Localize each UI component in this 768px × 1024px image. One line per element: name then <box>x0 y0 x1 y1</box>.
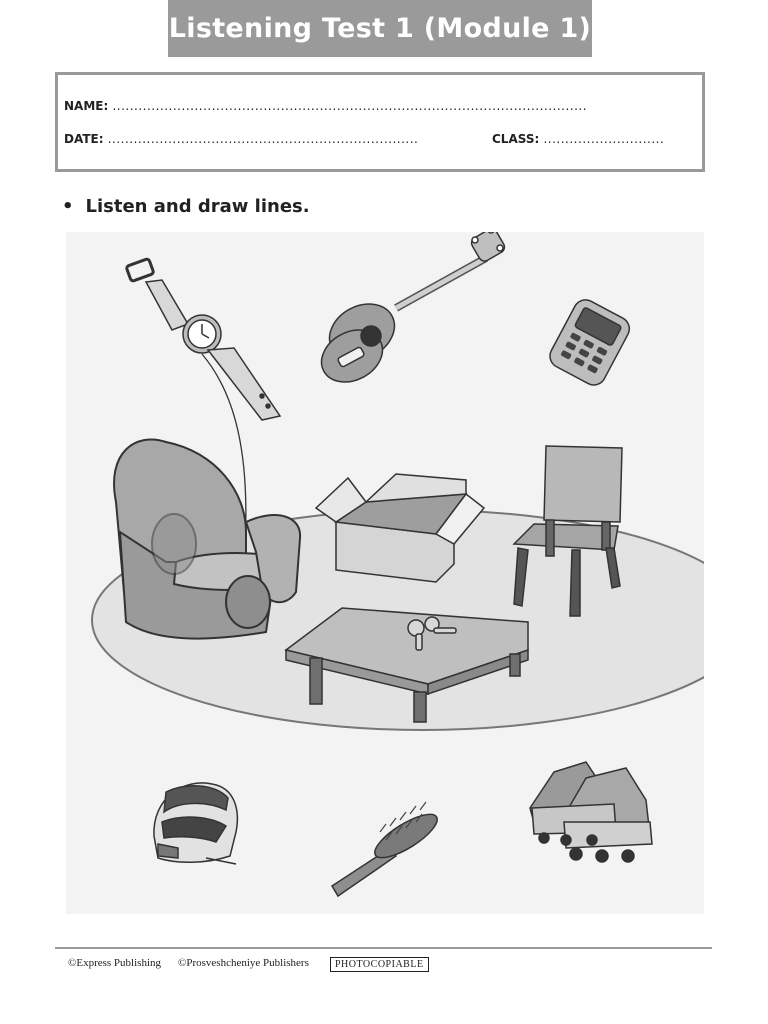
title-bar <box>168 0 592 57</box>
class-line <box>492 132 698 146</box>
student-info-box <box>55 72 705 172</box>
footer-rule <box>55 947 712 949</box>
bullet: • <box>62 196 74 217</box>
date-label: DATE: <box>64 132 104 146</box>
page-title: Listening Test 1 (Module 1) <box>168 13 592 44</box>
date-field[interactable]: ........................................................................ <box>107 132 419 146</box>
photocopiable-badge: PHOTOCOPIABLE <box>330 957 429 972</box>
instruction <box>62 196 310 217</box>
name-field[interactable]: .............................................................................................................. <box>112 99 588 113</box>
class-field[interactable]: ............................ <box>543 132 665 146</box>
class-label: CLASS: <box>492 132 540 146</box>
footer-publisher-prosveshcheniye: ©Prosveshcheniye Publishers <box>178 957 309 969</box>
helmet-icon[interactable] <box>154 783 237 864</box>
name-label: NAME: <box>64 99 109 113</box>
date-line <box>64 132 474 146</box>
footer-publisher-express: ©Express Publishing <box>68 957 162 969</box>
illustration <box>66 232 704 914</box>
instruction-text: Listen and draw lines. <box>85 196 310 217</box>
name-line <box>64 99 698 113</box>
